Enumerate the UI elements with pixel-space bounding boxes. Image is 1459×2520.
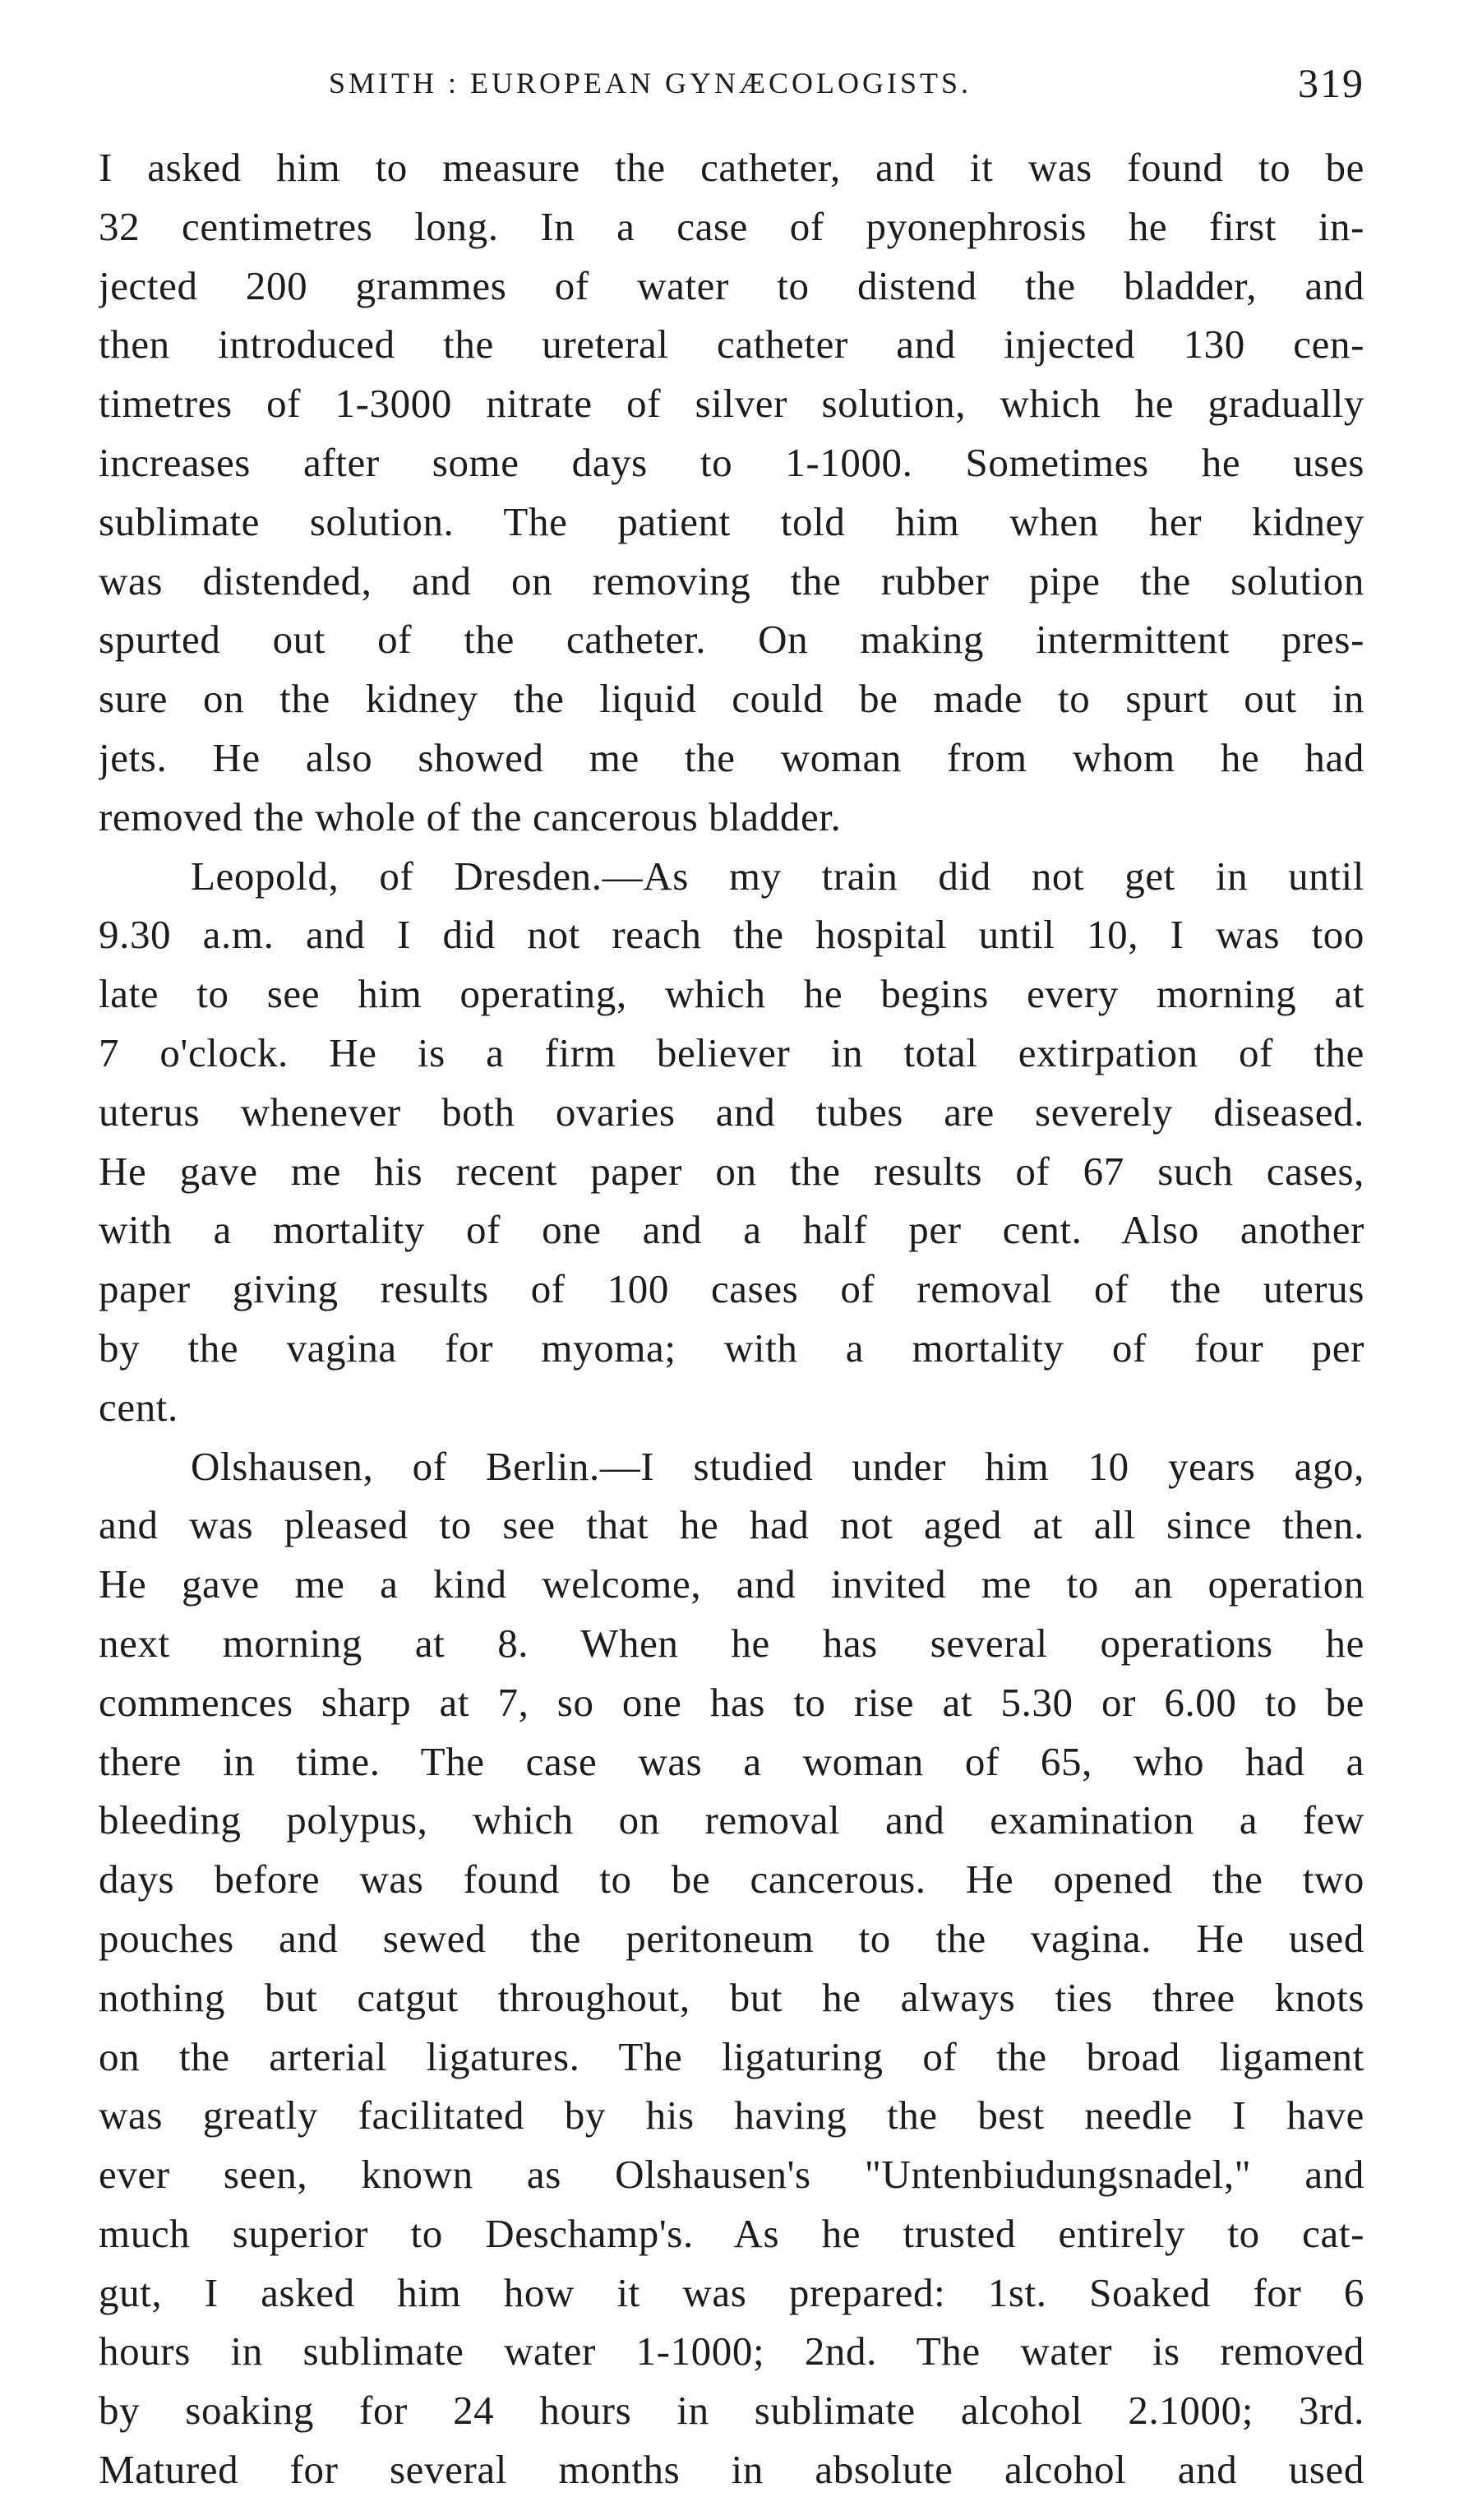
text-line: cent. <box>99 1384 178 1430</box>
body-text <box>99 138 1364 2499</box>
text-line: 32 centimetres long. In a case of pyonephrosis he first in- <box>99 203 1364 249</box>
text-line: removed the whole of the cancerous bladder. <box>99 793 842 839</box>
text-line: 7 o'clock. He is a firm believer in total extirpation of the <box>99 1029 1364 1075</box>
text-line: by the vagina for myoma; with a mortality of four per <box>99 1325 1364 1371</box>
text-line: hours in sublimate water 1-1000; 2nd. The water is removed <box>99 2328 1364 2374</box>
text-line: with a mortality of one and a half per cent. Also another <box>99 1207 1364 1253</box>
paragraph <box>99 1437 1364 2499</box>
text-line: He gave me a kind welcome, and invited me to an operation <box>99 1561 1364 1607</box>
text-line: uterus whenever both ovaries and tubes are severely diseased. <box>99 1089 1364 1135</box>
paragraph <box>99 138 1364 847</box>
text-line: much superior to Deschamp's. As he trusted entirely to cat- <box>99 2210 1364 2256</box>
text-line: next morning at 8. When he has several operations he <box>99 1620 1364 1666</box>
text-line: jets. He also showed me the woman from whom he had <box>99 734 1364 780</box>
text-line: 9.30 a.m. and I did not reach the hospital until 10, I was too <box>99 912 1364 958</box>
text-line: increases after some days to 1-1000. Sometimes he uses <box>99 439 1364 485</box>
text-line: He gave me his recent paper on the results of 67 such cases, <box>99 1148 1364 1194</box>
text-line: late to see him operating, which he begins every morning at <box>99 971 1364 1017</box>
text-line: was greatly facilitated by his having the best needle I have <box>99 2092 1364 2139</box>
text-line: by soaking for 24 hours in sublimate alcohol 2.1000; 3rd. <box>99 2388 1364 2434</box>
text-line: Matured for several months in absolute alcohol and used <box>99 2447 1364 2493</box>
text-line: Leopold, of Dresden.—As my train did not get in until <box>191 853 1364 899</box>
text-line: bleeding polypus, which on removal and examination a few <box>99 1797 1364 1843</box>
text-line: spurted out of the catheter. On making intermittent pres- <box>99 617 1364 663</box>
text-line: nothing but catgut throughout, but he always ties three knots <box>99 1974 1364 2020</box>
text-line: then introduced the ureteral catheter and injected 130 cen- <box>99 321 1364 368</box>
text-line: paper giving results of 100 cases of removal of the uterus <box>99 1266 1364 1312</box>
text-line: days before was found to be cancerous. He opened the two <box>99 1856 1364 1903</box>
running-title: SMITH : EUROPEAN GYNÆCOLOGISTS. <box>329 67 972 99</box>
text-line: and was pleased to see that he had not aged at all since then. <box>99 1502 1364 1548</box>
text-line: sublimate solution. The patient told him when her kidney <box>99 498 1364 544</box>
text-line: there in time. The case was a woman of 65, who had a <box>99 1738 1364 1784</box>
text-line: timetres of 1-3000 nitrate of silver solution, which he gradually <box>99 381 1364 427</box>
text-line: ever seen, known as Olshausen's "Untenbiudungsnadel," and <box>99 2152 1364 2198</box>
page-number: 319 <box>1298 60 1364 106</box>
text-line: I asked him to measure the catheter, and it was found to be <box>99 145 1364 190</box>
text-line: Olshausen, of Berlin.—I studied under him 10 years ago, <box>191 1443 1364 1489</box>
text-line: on the arterial ligatures. The ligaturing of the broad ligament <box>99 2033 1364 2079</box>
paragraph <box>99 847 1364 1437</box>
text-line: was distended, and on removing the rubber pipe the solution <box>99 557 1364 603</box>
running-head <box>99 59 1364 117</box>
text-line: pouches and sewed the peritoneum to the vagina. He used <box>99 1915 1364 1961</box>
text-line: gut, I asked him how it was prepared: 1st. Soaked for 6 <box>99 2269 1364 2315</box>
text-line: commences sharp at 7, so one has to rise at 5.30 or 6.00 to be <box>99 1679 1364 1725</box>
text-line: sure on the kidney the liquid could be made to spurt out in <box>99 676 1364 722</box>
text-line: jected 200 grammes of water to distend the bladder, and <box>99 262 1364 308</box>
